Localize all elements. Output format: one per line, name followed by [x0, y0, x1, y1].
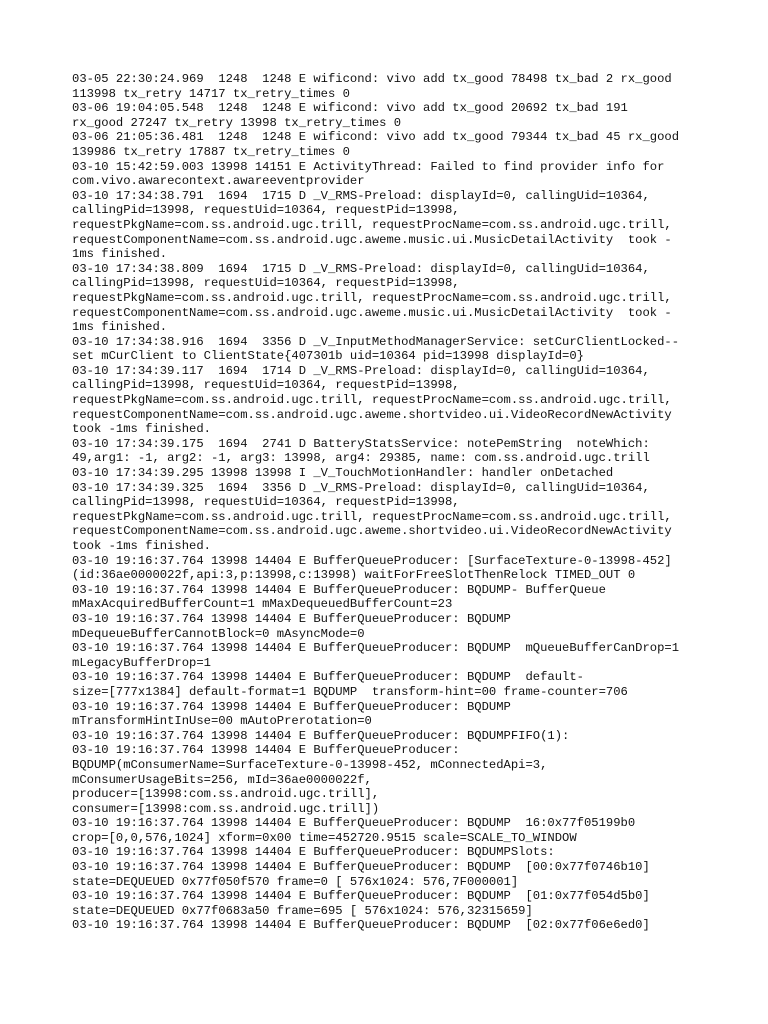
log-line: requestComponentName=com.ss.android.ugc.aweme.music.ui.MusicDetailActivity took -	[72, 232, 672, 247]
log-line: requestComponentName=com.ss.android.ugc.aweme.shortvideo.ui.VideoRecordNewActivity	[72, 407, 672, 422]
log-line: mConsumerUsageBits=256, mId=36ae0000022f,	[72, 772, 372, 787]
log-line: callingPid=13998, requestUid=10364, requestPid=13998,	[72, 495, 460, 510]
log-line: 03-10 19:16:37.764 13998 14404 E BufferQueueProducer: BQDUMP- BufferQueue	[72, 582, 606, 597]
log-line: 1ms finished.	[72, 320, 168, 335]
log-line: mDequeueBufferCannotBlock=0 mAsyncMode=0	[72, 626, 365, 641]
log-line: 03-10 19:16:37.764 13998 14404 E BufferQueueProducer: BQDUMP 16:0x77f05199b0	[72, 816, 636, 831]
log-line: state=DEQUEUED 0x77f0683a50 frame=695 [ 576x1024: 576,32315659]	[72, 903, 533, 918]
log-line: requestPkgName=com.ss.android.ugc.trill, requestProcName=com.ss.android.ugc.trill,	[72, 509, 672, 524]
log-line: rx_good 27247 tx_retry 13998 tx_retry_times 0	[72, 115, 402, 130]
log-line: 03-06 21:05:36.481 1248 1248 E wificond: vivo add tx_good 79344 tx_bad 45 rx_good	[72, 130, 680, 145]
log-line: 1ms finished.	[72, 247, 168, 262]
log-line: requestPkgName=com.ss.android.ugc.trill, requestProcName=com.ss.android.ugc.trill,	[72, 217, 672, 232]
log-line: 03-10 19:16:37.764 13998 14404 E BufferQueueProducer:	[72, 743, 460, 758]
log-line: producer=[13998:com.ss.android.ugc.trill],	[72, 787, 380, 802]
log-line: consumer=[13998:com.ss.android.ugc.trill])	[72, 801, 380, 816]
log-line: 03-10 17:34:39.325 1694 3356 D _V_RMS-Preload: displayId=0, callingUid=10364,	[72, 480, 650, 495]
log-line: 113998 tx_retry 14717 tx_retry_times 0	[72, 86, 350, 101]
log-line: 03-10 19:16:37.764 13998 14404 E BufferQueueProducer: BQDUMPFIFO(1):	[72, 728, 570, 743]
log-line: 49,arg1: -1, arg2: -1, arg3: 13998, arg4: 29385, name: com.ss.android.ugc.trill	[72, 451, 650, 466]
log-line: 03-10 17:34:39.175 1694 2741 D BatteryStatsService: notePemString noteWhich:	[72, 436, 650, 451]
log-line: took -1ms finished.	[72, 422, 211, 437]
log-line: 03-10 19:16:37.764 13998 14404 E BufferQueueProducer: BQDUMPSlots:	[72, 845, 555, 860]
log-line: 03-10 19:16:37.764 13998 14404 E BufferQueueProducer: BQDUMP [01:0x77f054d5b0]	[72, 889, 650, 904]
log-line: 03-10 19:16:37.764 13998 14404 E BufferQueueProducer: [SurfaceTexture-0-13998-452]	[72, 553, 672, 568]
log-line: 03-10 19:16:37.764 13998 14404 E BufferQueueProducer: BQDUMP [02:0x77f06e6ed0]	[72, 918, 650, 933]
log-line: callingPid=13998, requestUid=10364, requestPid=13998,	[72, 276, 460, 291]
log-line: 03-10 17:34:38.916 1694 3356 D _V_InputMethodManagerService: setCurClientLocked--	[72, 334, 680, 349]
log-line: crop=[0,0,576,1024] xform=0x00 time=452720.9515 scale=SCALE_TO_WINDOW	[72, 830, 577, 845]
log-line: requestComponentName=com.ss.android.ugc.aweme.shortvideo.ui.VideoRecordNewActivity	[72, 524, 672, 539]
log-line: mLegacyBufferDrop=1	[72, 655, 211, 670]
log-line: 139986 tx_retry 17887 tx_retry_times 0	[72, 144, 350, 159]
log-line: 03-10 17:34:38.791 1694 1715 D _V_RMS-Preload: displayId=0, callingUid=10364,	[72, 188, 650, 203]
log-line: 03-06 19:04:05.548 1248 1248 E wificond: vivo add tx_good 20692 tx_bad 191	[72, 101, 628, 116]
log-line: state=DEQUEUED 0x77f050f570 frame=0 [ 576x1024: 576,7F000001]	[72, 874, 519, 889]
log-line: 03-10 19:16:37.764 13998 14404 E BufferQueueProducer: BQDUMP mQueueBufferCanDrop=1	[72, 641, 680, 656]
log-line: 03-10 17:34:38.809 1694 1715 D _V_RMS-Preload: displayId=0, callingUid=10364,	[72, 261, 650, 276]
log-line: 03-05 22:30:24.969 1248 1248 E wificond: vivo add tx_good 78498 tx_bad 2 rx_good	[72, 72, 672, 86]
log-line: 03-10 19:16:37.764 13998 14404 E BufferQueueProducer: BQDUMP	[72, 699, 511, 714]
log-line: mTransformHintInUse=00 mAutoPrerotation=0	[72, 714, 372, 729]
log-line: 03-10 17:34:39.117 1694 1714 D _V_RMS-Preload: displayId=0, callingUid=10364,	[72, 363, 650, 378]
log-line: com.vivo.awarecontext.awareeventprovider	[72, 174, 365, 189]
log-line: set mCurClient to ClientState{407301b uid=10364 pid=13998 displayId=0}	[72, 349, 584, 364]
log-line: 03-10 15:42:59.003 13998 14151 E ActivityThread: Failed to find provider info for	[72, 159, 665, 174]
log-line: 03-10 19:16:37.764 13998 14404 E BufferQueueProducer: BQDUMP [00:0x77f0746b10]	[72, 860, 650, 875]
log-line: 03-10 17:34:39.295 13998 13998 I _V_TouchMotionHandler: handler onDetached	[72, 466, 614, 481]
log-line: (id:36ae0000022f,api:3,p:13998,c:13998) waitForFreeSlotThenRelock TIMED_OUT 0	[72, 568, 636, 583]
log-line: 03-10 19:16:37.764 13998 14404 E BufferQueueProducer: BQDUMP	[72, 611, 511, 626]
log-line: requestPkgName=com.ss.android.ugc.trill, requestProcName=com.ss.android.ugc.trill,	[72, 290, 672, 305]
log-line: requestPkgName=com.ss.android.ugc.trill, requestProcName=com.ss.android.ugc.trill,	[72, 393, 672, 408]
log-line: requestComponentName=com.ss.android.ugc.aweme.music.ui.MusicDetailActivity took -	[72, 305, 672, 320]
log-line: BQDUMP(mConsumerName=SurfaceTexture-0-13998-452, mConnectedApi=3,	[72, 757, 548, 772]
log-line: callingPid=13998, requestUid=10364, requestPid=13998,	[72, 378, 460, 393]
log-line: 03-10 19:16:37.764 13998 14404 E BufferQueueProducer: BQDUMP default-	[72, 670, 584, 685]
log-line: callingPid=13998, requestUid=10364, requestPid=13998,	[72, 203, 460, 218]
log-line: size=[777x1384] default-format=1 BQDUMP transform-hint=00 frame-counter=706	[72, 684, 628, 699]
log-line: mMaxAcquiredBufferCount=1 mMaxDequeuedBufferCount=23	[72, 597, 453, 612]
log-line: took -1ms finished.	[72, 539, 211, 553]
log-text-block	[72, 72, 712, 933]
